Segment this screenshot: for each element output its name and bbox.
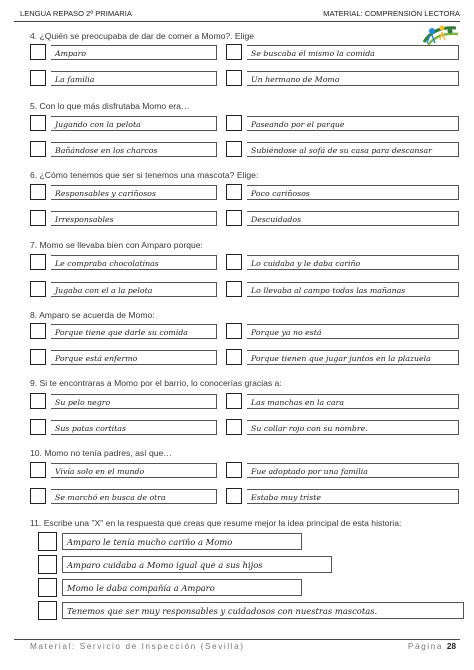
checkbox[interactable] [226, 184, 242, 200]
checkbox[interactable] [226, 70, 242, 86]
option-label: Amparo cuidaba a Momo igual que a sus hijos [62, 556, 332, 573]
checkbox[interactable] [30, 393, 46, 409]
option-label: Se marchó en busca de otra [51, 489, 217, 504]
checkbox[interactable] [226, 210, 242, 226]
option-label: Paseando por el parque [247, 116, 459, 131]
header-subject: LENGUA REPASO 2º PRIMARIA [20, 9, 132, 18]
checkbox[interactable] [30, 462, 46, 478]
question-11-prompt: 11. Escribe una "X" en la respuesta que creas que resume mejor la idea principal de esta historia: [30, 518, 402, 528]
option-label: Estaba muy triste [247, 489, 459, 504]
option-label: Jugaba con el a la pelota [51, 282, 217, 297]
checkbox[interactable] [226, 349, 242, 365]
option-label: Un hermano de Momo [247, 71, 459, 86]
option-label: Su collar rojo con su nombre. [247, 420, 459, 435]
checkbox[interactable] [226, 419, 242, 435]
page-number-block [408, 642, 456, 651]
checkbox[interactable] [30, 349, 46, 365]
option-label: Su pelo negro [51, 394, 217, 409]
checkbox[interactable] [38, 532, 57, 551]
option-label: Subiéndose al sofá de su casa para descansar [247, 142, 459, 157]
checkbox[interactable] [30, 210, 46, 226]
option-label: Poco cariñosos [247, 185, 459, 200]
checkbox[interactable] [30, 281, 46, 297]
option-label: Momo le daba compañía a Amparo [62, 579, 302, 596]
option-label: Le compraba chocolatinas [51, 255, 217, 270]
footer-divider [14, 639, 460, 640]
footer-source: Material: Servicio de Inspección (Sevilla) [30, 642, 245, 651]
question-10-prompt: 10. Momo no tenía padres, así que… [30, 448, 172, 458]
option-label: Responsables y cariñosos [51, 185, 217, 200]
option-label: Sus patas cortitas [51, 420, 217, 435]
checkbox[interactable] [226, 488, 242, 504]
question-5-prompt: 5. Con lo que más disfrutaba Momo era… [30, 101, 190, 111]
option-label: Las manchas en la cara [247, 394, 459, 409]
checkbox[interactable] [30, 323, 46, 339]
checkbox[interactable] [226, 281, 242, 297]
checkbox[interactable] [226, 115, 242, 131]
page-number: 28 [446, 642, 456, 651]
option-label: Fue adoptado por una familia [247, 463, 459, 478]
page-header [14, 9, 460, 21]
option-label: Lo cuidaba y le daba cariño [247, 255, 459, 270]
question-9-prompt: 9. Si te encontraras a Momo por el barrio, lo conocerías gracias a: [30, 378, 282, 388]
option-label: Amparo [51, 45, 217, 60]
question-8-prompt: 8. Amparo se acuerda de Momo: [30, 310, 155, 320]
option-label: Descuidados [247, 211, 459, 226]
option-label: Porque tiene que darle su comida [51, 324, 217, 339]
checkbox[interactable] [226, 393, 242, 409]
option-label: Amparo le tenía mucho cariño a Momo [62, 533, 302, 550]
checkbox[interactable] [30, 488, 46, 504]
checkbox[interactable] [226, 141, 242, 157]
option-label: Tenemos que ser muy responsables y cuidadosos con nuestras mascotas. [62, 602, 464, 619]
checkbox[interactable] [226, 462, 242, 478]
option-label: Bañándose en los charcos [51, 142, 217, 157]
option-label: Porque tienen que jugar juntos en la plazuela [247, 350, 459, 365]
checkbox[interactable] [30, 419, 46, 435]
question-4-prompt: 4. ¿Quién se preocupaba de dar de comer a Momo?. Elige [30, 31, 255, 41]
checkbox[interactable] [38, 601, 57, 620]
header-divider [14, 21, 460, 22]
page-label: Página [407, 642, 444, 651]
checkbox[interactable] [30, 70, 46, 86]
checkbox[interactable] [226, 323, 242, 339]
checkbox[interactable] [30, 254, 46, 270]
page-footer [30, 642, 456, 651]
checkbox[interactable] [30, 184, 46, 200]
checkbox[interactable] [30, 44, 46, 60]
checkbox[interactable] [226, 44, 242, 60]
option-label: Porque ya no está [247, 324, 459, 339]
option-label: Jugando con la pelota [51, 116, 217, 131]
option-label: Porque está enfermo [51, 350, 217, 365]
checkbox[interactable] [226, 254, 242, 270]
question-7-prompt: 7. Momo se llevaba bien con Amparo porque: [30, 240, 203, 250]
option-label: Irresponsables [51, 211, 217, 226]
checkbox[interactable] [38, 555, 57, 574]
checkbox[interactable] [30, 115, 46, 131]
option-label: La familia [51, 71, 217, 86]
option-label: Lo llevaba al campo todas las mañanas [247, 282, 459, 297]
checkbox[interactable] [38, 578, 57, 597]
question-6-prompt: 6. ¿Cómo tenemos que ser si tenemos una mascota? Elige: [30, 170, 259, 180]
header-material: MATERIAL: COMPRENSIÓN LECTORA [323, 9, 460, 18]
checkbox[interactable] [30, 141, 46, 157]
option-label: Vivía solo en el mundo [51, 463, 217, 478]
option-label: Se buscaba él mismo la comida [247, 45, 459, 60]
